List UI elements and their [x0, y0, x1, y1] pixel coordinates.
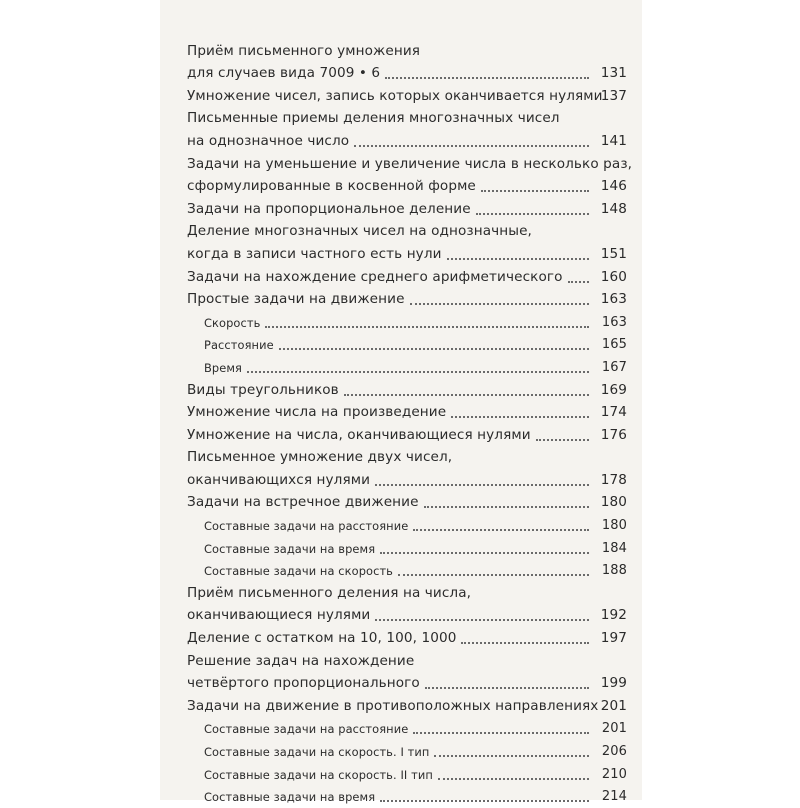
- toc-page-number: 214: [601, 789, 627, 805]
- toc-entry-line: [187, 650, 627, 673]
- toc-page-number: 201: [600, 697, 627, 714]
- dot-leader: [354, 145, 589, 147]
- dot-leader: [424, 506, 589, 508]
- toc-entry-title: Умножение чисел, запись которых оканчивается нулями: [187, 87, 603, 104]
- toc-entry-line: [187, 447, 627, 470]
- toc-page-number: 169: [600, 381, 627, 398]
- dot-leader: [425, 687, 589, 689]
- toc-entry-line: [187, 85, 627, 108]
- toc-entry-title: Расстояние: [204, 338, 274, 353]
- dot-leader: [413, 529, 589, 531]
- toc-page-number: 148: [600, 200, 627, 217]
- toc-entry-line: [187, 63, 627, 86]
- toc-subentry-line: [187, 537, 627, 560]
- toc-entry-title: Время: [204, 360, 242, 375]
- toc-entry-title: Деление многозначных чисел на однозначные,: [187, 223, 532, 240]
- toc-entry-title: Деление с остатком на 10, 100, 1000: [187, 630, 457, 647]
- toc-entry-title: Задачи на уменьшение и увеличение числа в несколько раз,: [187, 155, 633, 172]
- toc-entry-line: [187, 379, 627, 402]
- toc-entry-title: Составные задачи на время: [204, 541, 376, 556]
- toc-entry-title: Умножение числа на произведение: [187, 404, 447, 421]
- toc-entry-title: оканчивающихся нулями: [187, 471, 371, 488]
- toc-entry-title: Задачи на нахождение среднего арифметического: [187, 268, 563, 285]
- toc-subentry-line: [187, 311, 627, 334]
- toc-entry-line: [187, 176, 627, 199]
- toc-entry-title: четвёртого пропорционального: [187, 675, 420, 692]
- toc-entry-title: на однозначное число: [187, 132, 350, 149]
- toc-entry-title: Письменное умножение двух чисел,: [187, 449, 453, 466]
- toc-entry-line: [187, 289, 627, 312]
- dot-leader: [434, 755, 589, 757]
- toc-page-number: 167: [601, 359, 627, 375]
- toc-page-number: 184: [601, 540, 627, 556]
- dot-leader: [375, 484, 589, 486]
- dot-leader: [447, 258, 589, 260]
- dot-leader: [413, 732, 589, 734]
- toc-page-number: 151: [600, 245, 627, 262]
- dot-leader: [279, 348, 589, 350]
- toc-page-number: 160: [600, 268, 627, 285]
- dot-leader: [380, 552, 589, 554]
- toc-entry-title: Составные задачи на скорость. I тип: [204, 745, 430, 759]
- toc-entry-line: [187, 130, 627, 153]
- toc-subentry-line: [187, 356, 627, 379]
- toc-page-number: 197: [600, 630, 627, 647]
- toc-entry-line: [187, 695, 627, 718]
- toc-page-number: 131: [600, 65, 627, 82]
- dot-leader: [451, 416, 589, 418]
- toc-entry-line: [187, 627, 627, 650]
- toc-entry-line: [187, 266, 627, 289]
- toc-entry-line: [187, 243, 627, 266]
- toc-entry-line: [187, 492, 627, 515]
- toc-entry-title: сформулированные в косвенной форме: [187, 178, 476, 195]
- toc-page-number: 180: [600, 494, 627, 511]
- toc-entry-title: Виды треугольников: [187, 381, 339, 398]
- dot-leader: [438, 778, 589, 780]
- toc-subentry-line: [187, 560, 627, 583]
- toc-page-number: 176: [600, 426, 627, 443]
- dot-leader: [265, 326, 589, 328]
- toc-entry-title: Письменные приемы деления многозначных чисел: [187, 110, 560, 127]
- toc-entry-line: [187, 40, 627, 63]
- toc-page-number: 180: [601, 518, 627, 534]
- toc-subentry-line: [187, 740, 627, 763]
- toc-page-number: 146: [600, 178, 627, 195]
- toc-page-number: 163: [601, 314, 627, 330]
- toc-entry-title: Составные задачи на время: [204, 790, 376, 805]
- toc-entry-line: [187, 582, 627, 605]
- toc-entry-title: Простые задачи на движение: [187, 291, 405, 308]
- toc-entry-line: [187, 673, 627, 696]
- dot-leader: [481, 190, 589, 192]
- dot-leader: [536, 439, 589, 441]
- toc-entry-title: когда в записи частного есть нули: [187, 245, 442, 262]
- dot-leader: [410, 303, 589, 305]
- toc-page-number: 210: [601, 766, 627, 782]
- toc-entry-title: Умножение на числа, оканчивающиеся нулями: [187, 426, 531, 443]
- dot-leader: [247, 371, 589, 373]
- toc-page-number: 141: [600, 132, 627, 149]
- toc-entry-title: Задачи на пропорциональное деление: [187, 200, 471, 217]
- toc-entry-line: [187, 605, 627, 628]
- table-of-contents: [187, 40, 633, 808]
- toc-entry-title: Составные задачи на скорость: [204, 564, 393, 579]
- toc-entry-line: [187, 402, 627, 425]
- toc-entry-title: Приём письменного умножения: [187, 42, 421, 59]
- dot-leader: [568, 281, 589, 283]
- toc-entry-title: Скорость: [204, 315, 261, 330]
- toc-entry-line: [187, 198, 627, 221]
- toc-page-number: 178: [600, 471, 627, 488]
- dot-leader: [344, 394, 589, 396]
- toc-entry-title: Задачи на движение в противоположных направлениях: [187, 697, 599, 714]
- toc-entry-line: [187, 469, 627, 492]
- toc-entry-title: Составные задачи на расстояние: [204, 519, 409, 534]
- toc-subentry-line: [187, 514, 627, 537]
- dot-leader: [398, 574, 589, 576]
- toc-page-number: 188: [601, 563, 627, 579]
- dot-leader: [461, 642, 589, 644]
- dot-leader: [380, 800, 589, 802]
- toc-page-number: 137: [600, 87, 627, 104]
- toc-page-number: 174: [600, 404, 627, 421]
- toc-subentry-line: [187, 718, 627, 741]
- toc-page-number: 201: [601, 721, 627, 737]
- toc-entry-title: для случаев вида 7009 • 6: [187, 65, 381, 82]
- toc-entry-title: Приём письменного деления на числа,: [187, 584, 472, 601]
- toc-page-number: 192: [600, 607, 627, 624]
- toc-entry-line: [187, 153, 633, 176]
- dot-leader: [476, 213, 589, 215]
- toc-page-number: 206: [601, 744, 627, 759]
- toc-entry-title: Решение задач на нахождение: [187, 652, 415, 669]
- toc-entry-line: [187, 424, 627, 447]
- toc-entry-title: Составные задачи на расстояние: [204, 722, 409, 737]
- toc-subentry-line: [187, 334, 627, 357]
- toc-entry-title: оканчивающиеся нулями: [187, 607, 371, 624]
- dot-leader: [385, 77, 589, 79]
- toc-entry-line: [187, 221, 627, 244]
- toc-page-number: 199: [600, 675, 627, 692]
- toc-entry-line: [187, 108, 627, 131]
- toc-page-number: 165: [601, 337, 627, 353]
- toc-entry-title: Задачи на встречное движение: [187, 494, 419, 511]
- toc-page-number: 163: [600, 291, 627, 308]
- toc-entry-title: Составные задачи на скорость. II тип: [204, 767, 433, 782]
- toc-subentry-line: [187, 763, 627, 786]
- dot-leader: [375, 619, 589, 621]
- toc-subentry-line: [187, 786, 627, 808]
